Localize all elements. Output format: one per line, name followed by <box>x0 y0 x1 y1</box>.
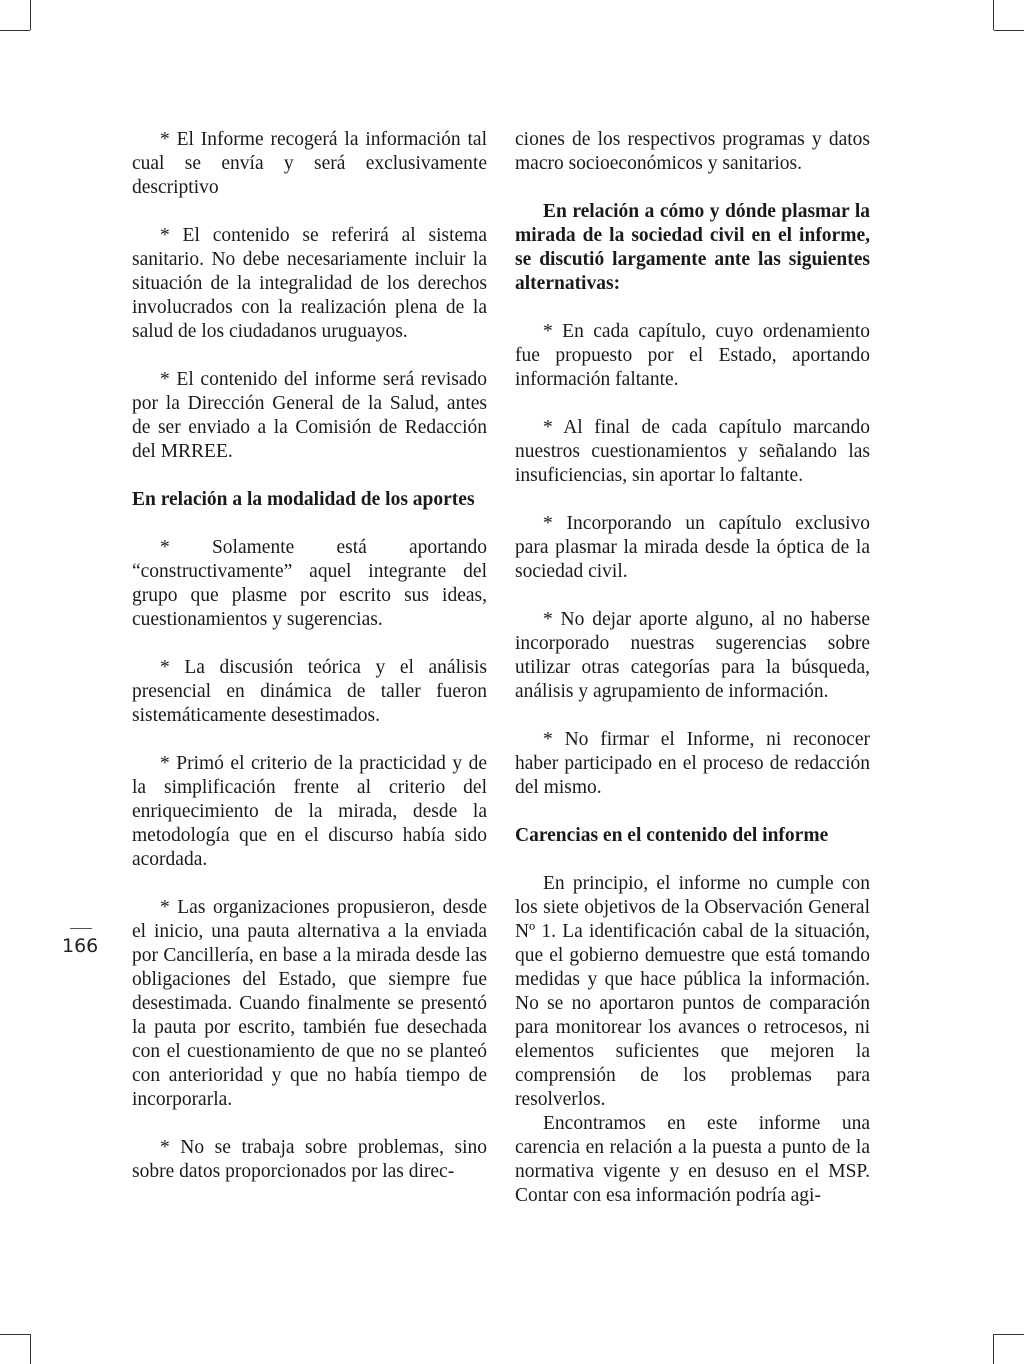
paragraph: * Incorporando un capítulo exclusivo para plasmar la mirada desde la óptica de la sociedad civil. <box>515 513 870 582</box>
crop-mark-bottom-left-h <box>0 1334 30 1335</box>
paragraph: Encontramos en este informe una carencia en relación a la puesta a punto de la normativa vigente y en desuso en el MSP. Contar con esa información podría agi- <box>515 1113 870 1206</box>
crop-mark-bottom-right-h <box>994 1334 1024 1335</box>
crop-mark-bottom-left-v <box>30 1334 31 1364</box>
paragraph: * El Informe recogerá la información tal cual se envía y será exclusivamente descriptivo <box>132 129 487 198</box>
paragraph: * La discusión teórica y el análisis presencial en dinámica de taller fueron sistemáticamente desestimados. <box>132 657 487 726</box>
page-number: 166 <box>62 935 99 957</box>
paragraph: * Primó el criterio de la practicidad y de la simplificación frente al criterio del enriquecimiento de la mirada, desde la metodología que en el discurso había sido acordada. <box>132 753 487 870</box>
right-column <box>515 128 870 1232</box>
paragraph: * Solamente está aportando “constructivamente” aquel integrante del grupo que plasme por escrito sus ideas, cuestionamientos y sugerencias. <box>132 537 487 630</box>
crop-mark-top-right-v <box>993 0 994 30</box>
paragraph: * No se trabaja sobre problemas, sino sobre datos proporcionados por las direc- <box>132 1137 487 1182</box>
page-number-rule <box>70 928 92 929</box>
crop-mark-top-left-h <box>0 30 30 31</box>
paragraph: En principio, el informe no cumple con los siete objetivos de la Observación General Nº 1. La identificación cabal de la situación, que el gobierno demuestre que está tomando medidas y que hace pública la información. No se no aportaron puntos de comparación para monitorear los avances o retrocesos, ni elementos suficientes que mejoren la comprensión de los problemas para resolverlos. <box>515 873 870 1110</box>
section-heading: Carencias en el contenido del informe <box>515 825 829 846</box>
paragraph: * No dejar aporte alguno, al no haberse incorporado nuestras sugerencias sobre utilizar otras categorías para la búsqueda, análisis y agrupamiento de información. <box>515 609 870 702</box>
crop-mark-top-right-h <box>994 30 1024 31</box>
crop-mark-top-left-v <box>30 0 31 30</box>
paragraph: * En cada capítulo, cuyo ordenamiento fue propuesto por el Estado, aportando información faltante. <box>515 321 870 390</box>
paragraph: * No firmar el Informe, ni reconocer haber participado en el proceso de redacción del mismo. <box>515 729 870 798</box>
crop-mark-bottom-right-v <box>993 1334 994 1364</box>
paragraph: * El contenido del informe será revisado por la Dirección General de la Salud, antes de ser enviado a la Comisión de Redacción del MRREE. <box>132 369 487 462</box>
paragraph: * Las organizaciones propusieron, desde el inicio, una pauta alternativa a la enviada por Cancillería, en base a la mirada desde las obligaciones del Estado, que siempre fue desestimada. Cuando finalmente se presentó la pauta por escrito, también fue desechada con el cuestionamiento de que no se planteó con anterioridad y que no había tiempo de incorporarla. <box>132 897 487 1110</box>
bold-paragraph: En relación a cómo y dónde plasmar la mirada de la sociedad civil en el informe, se discutió largamente ante las siguientes alternativas: <box>515 201 870 294</box>
left-column <box>132 128 487 1208</box>
section-heading: En relación a la modalidad de los aportes <box>132 489 475 510</box>
paragraph: * Al final de cada capítulo marcando nuestros cuestionamientos y señalando las insuficiencias, sin aportar lo faltante. <box>515 417 870 486</box>
paragraph: ciones de los respectivos programas y datos macro socioeconómicos y sanitarios. <box>515 129 870 174</box>
paragraph: * El contenido se referirá al sistema sanitario. No debe necesariamente incluir la situación de la integralidad de los derechos involucrados con la realización plena de la salud de los ciudadanos uruguayos. <box>132 225 487 342</box>
